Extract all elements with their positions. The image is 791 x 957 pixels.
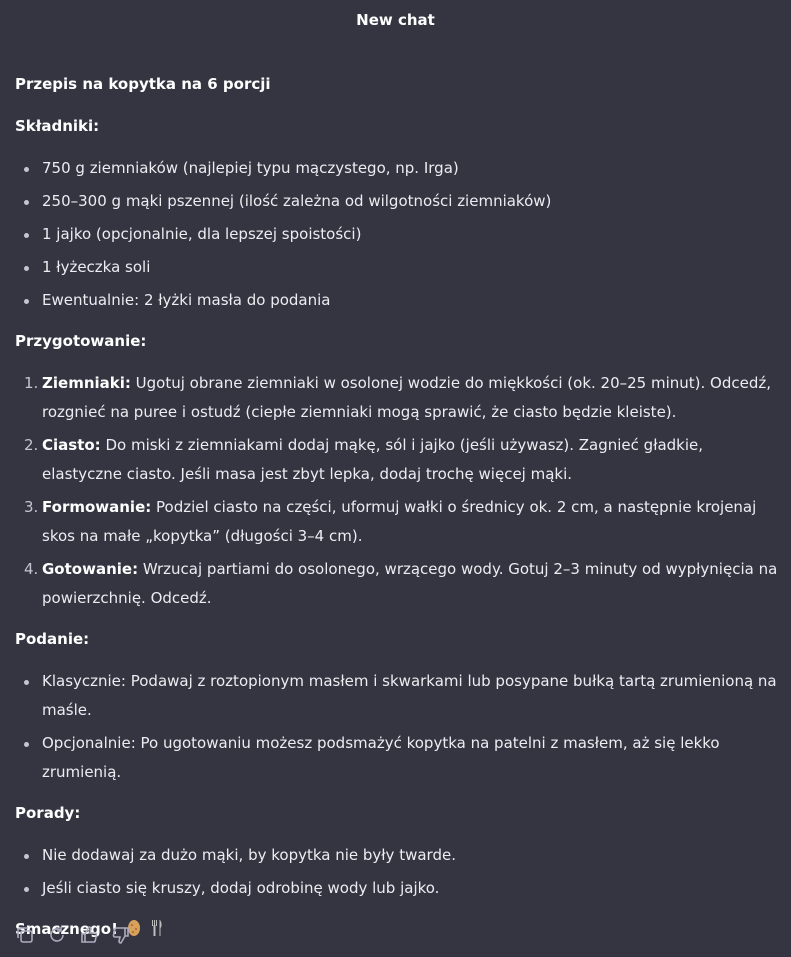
ingredients-list — [15, 154, 785, 315]
regenerate-icon[interactable] — [47, 925, 67, 945]
list-item — [15, 369, 785, 427]
step-label: Gotowanie: — [42, 560, 139, 578]
serving-heading: Podanie: — [15, 630, 90, 648]
step-number: 3. — [24, 498, 39, 516]
list-item: 750 g ziemniaków (najlepiej typu mączystego, np. Irga) — [15, 154, 785, 183]
list-item: Opcjonalnie: Po ugotowaniu możesz podsmażyć kopytka na patelni z masłem, aż się lekko zrumienią. — [15, 729, 785, 787]
preparation-steps — [15, 369, 785, 613]
list-item: 250–300 g mąki pszennej (ilość zależna od wilgotności ziemniaków) — [15, 187, 785, 216]
chat-title: New chat — [356, 11, 435, 29]
serving-list — [15, 667, 785, 787]
step-label: Ziemniaki: — [42, 374, 131, 392]
list-item: 1 jajko (opcjonalnie, dla lepszej spoistości) — [15, 220, 785, 249]
list-item — [15, 431, 785, 489]
step-text: Do miski z ziemniakami dodaj mąkę, sól i jajko (jeśli używasz). Zagnieć gładkie, elastyczne ciasto. Jeśli masa jest zbyt lepka, dodaj trochę więcej mąki. — [42, 436, 704, 483]
step-number: 4. — [24, 560, 39, 578]
list-item — [15, 493, 785, 551]
tips-heading: Porady: — [15, 804, 81, 822]
fork-knife-icon — [150, 919, 164, 937]
step-text: Podziel ciasto na części, uformuj wałki o średnicy ok. 2 cm, a następnie krojenaj skos na małe „kopytka” (długości 3–4 cm). — [42, 498, 757, 545]
list-item: Ewentualnie: 2 łyżki masła do podania — [15, 286, 785, 315]
chat-header — [0, 0, 791, 80]
recipe-title: Przepis na kopytka na 6 porcji — [15, 75, 271, 93]
thumbs-down-icon[interactable] — [111, 925, 131, 945]
step-number: 2. — [24, 436, 39, 454]
list-item: 1 łyżeczka soli — [15, 253, 785, 282]
closing-text: Smacznego! — [15, 920, 118, 938]
message-actions — [15, 925, 131, 945]
step-text: Ugotuj obrane ziemniaki w osolonej wodzie do miękkości (ok. 20–25 minut). Odcedź, rozgnieć na puree i ostudź (ciepłe ziemniaki mogą sprawić, że ciasto będzie kleiste). — [42, 374, 772, 421]
list-item: Klasycznie: Podawaj z roztopionym masłem i skwarkami lub posypane bułką tartą zrumienioną na maśle. — [15, 667, 785, 725]
list-item: Jeśli ciasto się kruszy, dodaj odrobinę wody lub jajko. — [15, 874, 785, 903]
list-item: Nie dodawaj za dużo mąki, by kopytka nie były twarde. — [15, 841, 785, 870]
step-label: Ciasto: — [42, 436, 101, 454]
list-item — [15, 555, 785, 613]
assistant-message — [15, 70, 785, 957]
step-number: 1. — [24, 374, 39, 392]
thumbs-up-icon[interactable] — [79, 925, 99, 945]
ingredients-heading: Składniki: — [15, 117, 100, 135]
preparation-heading: Przygotowanie: — [15, 332, 147, 350]
step-text: Wrzucaj partiami do osolonego, wrzącego wody. Gotuj 2–3 minuty od wypłynięcia na powierzchnię. Odcedź. — [42, 560, 778, 607]
copy-icon[interactable] — [15, 925, 35, 945]
tips-list — [15, 841, 785, 903]
step-label: Formowanie: — [42, 498, 152, 516]
